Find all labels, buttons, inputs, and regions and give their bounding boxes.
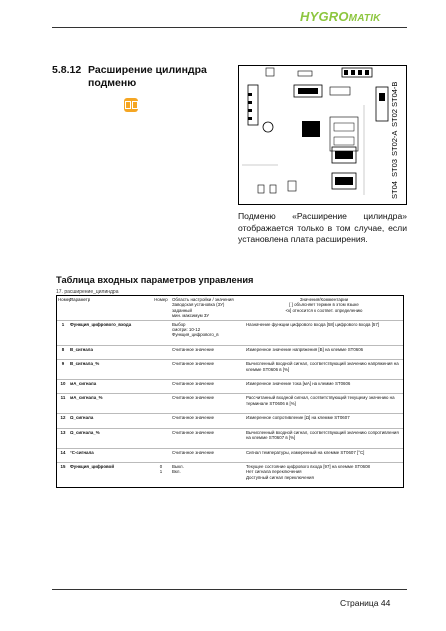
row-range: Считанное значение bbox=[172, 395, 215, 401]
row-num: 8 bbox=[61, 346, 65, 352]
row-param: Ω_сигнала bbox=[70, 415, 94, 421]
row-range: Считанное значение bbox=[172, 429, 215, 435]
row-value: Текущее состояние цифрового входа [97] на клемме ST0608 Нет сигнала переключения Доступный сигнал переключения bbox=[246, 463, 370, 480]
parameters-table bbox=[56, 295, 404, 488]
table-row bbox=[57, 359, 403, 373]
st02-label: ST02 bbox=[390, 109, 399, 127]
table-row bbox=[57, 320, 403, 339]
row-param: мА_сигнала_% bbox=[70, 395, 103, 401]
row-param: В_сигнала_% bbox=[70, 361, 100, 367]
table-row bbox=[57, 345, 403, 353]
st04b-label: ST04-B bbox=[390, 81, 399, 107]
row-range: Считанное значение bbox=[172, 346, 215, 352]
table-row bbox=[57, 448, 403, 456]
row-range: Считанное значение bbox=[172, 361, 215, 367]
row-value: Вычисленный входной сигнал, соответствующий значению напряжения на клемме ST0606 в [%] bbox=[246, 361, 399, 372]
row-param: Ω_сигнала_% bbox=[70, 429, 100, 435]
table-row bbox=[57, 379, 403, 387]
row-num2 bbox=[151, 394, 171, 407]
row-num2 bbox=[151, 380, 171, 387]
row-num: 11 bbox=[60, 395, 66, 401]
header-num2: Номер bbox=[154, 297, 168, 302]
st02a-label: ST02-A bbox=[390, 130, 399, 156]
row-num: 14 bbox=[60, 449, 66, 455]
row-value: Измеренное значение тока [мА] на клемме ST0606 bbox=[246, 381, 351, 387]
row-param: Функция_цифрового_входа bbox=[70, 321, 132, 327]
row-num2: 0 1 bbox=[159, 463, 163, 475]
row-value: Измеренное значение напряжения [В] на клемме ST0606 bbox=[246, 346, 364, 352]
section-number: 5.8.12 bbox=[52, 64, 82, 76]
table-note: 17. расширение_цилиндра bbox=[56, 289, 119, 295]
header-values: Значения/Комментарии [ ] объясняет термин в этом языке <к] относится к соответ. определению bbox=[285, 297, 363, 313]
pcb-drawing bbox=[238, 65, 407, 205]
row-num2 bbox=[151, 346, 171, 353]
row-num: 10 bbox=[60, 381, 66, 387]
row-param: °C-сигнала bbox=[70, 449, 94, 455]
row-value: Сигнал температуры, измеренный на клемме ST0607 [°C] bbox=[246, 449, 365, 455]
row-num2 bbox=[151, 360, 171, 373]
header-param: Параметр bbox=[70, 297, 91, 302]
row-num: 13 bbox=[60, 429, 66, 435]
row-value: Измеренное сопротивление [Ω] на клемме ST0607 bbox=[246, 415, 350, 421]
row-num: 15 bbox=[60, 463, 66, 469]
row-num2 bbox=[151, 321, 171, 339]
table-row bbox=[57, 413, 403, 421]
st04-label: ST04 bbox=[390, 181, 399, 199]
header-range: Область настройки / значения Заводская установка (3У) заданный мин. максимум 3У bbox=[172, 297, 234, 319]
row-param: В_сигнала bbox=[70, 346, 93, 352]
row-value: Назначение функции цифрового входа [58] цифрового входа [57] bbox=[246, 321, 380, 327]
table-header-row bbox=[57, 296, 403, 320]
row-range: Выбор смотри: 10-12 Функция_цифрового_в bbox=[171, 321, 245, 339]
row-value: Вычисленный входной сигнал, соответствующий значению сопротивления на клемме ST0607 в [%] bbox=[246, 429, 399, 441]
row-value: Рассчитанный входной сигнал, соответствующий текущему значению на терминале ST0606 в [%] bbox=[246, 395, 395, 406]
row-num2 bbox=[151, 414, 171, 421]
row-range: Считанное значение bbox=[172, 415, 215, 421]
row-num: 9 bbox=[61, 361, 65, 367]
row-num: 1 bbox=[61, 321, 65, 327]
table-title: Таблица входных параметров управления bbox=[56, 275, 254, 285]
row-range: Считанное значение bbox=[172, 381, 215, 387]
row-spacer bbox=[57, 481, 403, 487]
section-description: Подменю «Расширение цилиндра» отображается только в том случае, если установлена плата расширения. bbox=[238, 211, 407, 244]
row-range: Выкл. Вкл. bbox=[172, 463, 184, 475]
row-param: мА_сигнала bbox=[70, 381, 97, 387]
page-number: Страница 44 bbox=[340, 598, 391, 608]
row-range: Считанное значение bbox=[172, 449, 215, 455]
section-title: Расширение цилиндра подменю bbox=[88, 64, 207, 89]
table-row bbox=[57, 462, 403, 481]
row-num: 12 bbox=[60, 415, 66, 421]
row-param: Функция_цифровой bbox=[70, 463, 115, 469]
header-rule bbox=[52, 27, 407, 28]
row-range-extra: смотри: 10-12 Функция_цифрового_в bbox=[172, 327, 219, 338]
brand-logo: HYGROMATIK bbox=[300, 9, 381, 24]
table-row bbox=[57, 393, 403, 407]
row-num2 bbox=[151, 449, 171, 456]
row-num2 bbox=[151, 429, 171, 442]
footer-rule bbox=[52, 589, 407, 590]
menu-icon bbox=[124, 98, 138, 112]
table-row bbox=[57, 428, 403, 442]
pcb-diagram bbox=[238, 65, 407, 205]
header-num: Номер bbox=[58, 297, 72, 302]
st03-label: ST03 bbox=[390, 159, 399, 177]
